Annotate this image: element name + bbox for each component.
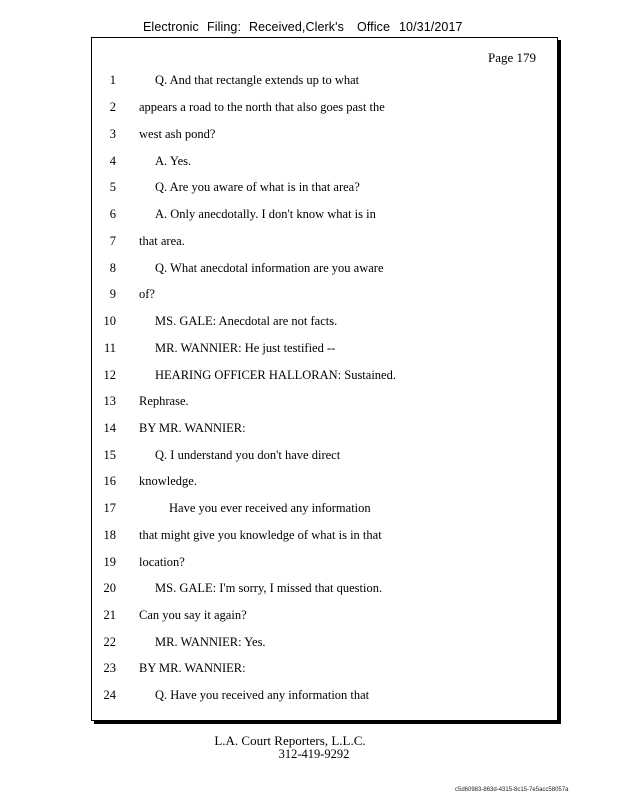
line-number: 21 xyxy=(103,608,116,622)
line-text: MS. GALE: Anecdotal are not facts. xyxy=(155,314,338,328)
line-text: that might give you knowledge of what is in that xyxy=(139,528,382,542)
line-number: 10 xyxy=(103,314,116,328)
line-number: 6 xyxy=(109,207,116,221)
filing-header-filing: Filing: xyxy=(207,20,242,34)
line-text: of? xyxy=(139,287,155,301)
line-number: 14 xyxy=(103,421,116,435)
line-number: 2 xyxy=(109,100,116,114)
line-number: 20 xyxy=(103,581,116,595)
line-number: 24 xyxy=(103,688,116,702)
filing-header-label: Electronic xyxy=(143,20,199,34)
filing-header-received: Received,Clerk's xyxy=(249,20,344,34)
line-number: 13 xyxy=(103,394,116,408)
line-number: 16 xyxy=(103,474,116,488)
line-text: Have you ever received any information xyxy=(169,501,371,515)
line-text: location? xyxy=(139,555,185,569)
line-number: 9 xyxy=(109,287,116,301)
document-hash: c5d60983-863d-4315-8c15-7e5acc58057a xyxy=(455,787,569,793)
line-text: Q. Have you received any information that xyxy=(155,688,370,702)
line-text: appears a road to the north that also goes past the xyxy=(139,100,385,114)
line-text: Q. And that rectangle extends up to what xyxy=(155,73,360,87)
footer-company: L.A. Court Reporters, L.L.C. xyxy=(214,733,366,748)
page-number: Page 179 xyxy=(488,50,537,65)
line-text: BY MR. WANNIER: xyxy=(139,661,246,675)
line-number: 3 xyxy=(109,127,116,141)
line-text: Q. I understand you don't have direct xyxy=(155,448,341,462)
footer-phone: 312-419-9292 xyxy=(278,747,350,761)
line-number: 18 xyxy=(103,528,116,542)
line-text: west ash pond? xyxy=(139,127,216,141)
filing-header-office: Office xyxy=(357,20,391,34)
line-text: MS. GALE: I'm sorry, I missed that question. xyxy=(155,581,383,595)
line-text: knowledge. xyxy=(139,474,197,488)
line-number: 17 xyxy=(103,501,116,515)
line-number: 12 xyxy=(103,368,116,382)
line-number: 5 xyxy=(109,180,116,194)
line-number: 22 xyxy=(103,635,116,649)
filing-header-date: 10/31/2017 xyxy=(399,20,463,34)
line-number: 23 xyxy=(103,661,116,675)
line-text: Q. Are you aware of what is in that area? xyxy=(155,180,360,194)
line-text: BY MR. WANNIER: xyxy=(139,421,246,435)
line-number: 11 xyxy=(103,341,116,355)
line-text: HEARING OFFICER HALLORAN: Sustained. xyxy=(155,368,396,382)
line-text: MR. WANNIER: Yes. xyxy=(155,635,266,649)
line-number: 8 xyxy=(109,261,116,275)
line-text: Can you say it again? xyxy=(139,608,247,622)
line-number: 15 xyxy=(103,448,116,462)
line-number: 7 xyxy=(109,234,116,248)
line-text: Rephrase. xyxy=(139,394,189,408)
line-text: MR. WANNIER: He just testified -- xyxy=(155,341,336,355)
line-number: 1 xyxy=(109,73,116,87)
line-text: A. Yes. xyxy=(155,154,192,168)
line-text: A. Only anecdotally. I don't know what is in xyxy=(155,207,376,221)
line-text: Q. What anecdotal information are you aware xyxy=(155,261,384,275)
line-text: that area. xyxy=(139,234,185,248)
line-number: 19 xyxy=(103,555,116,569)
line-number: 4 xyxy=(109,154,116,168)
